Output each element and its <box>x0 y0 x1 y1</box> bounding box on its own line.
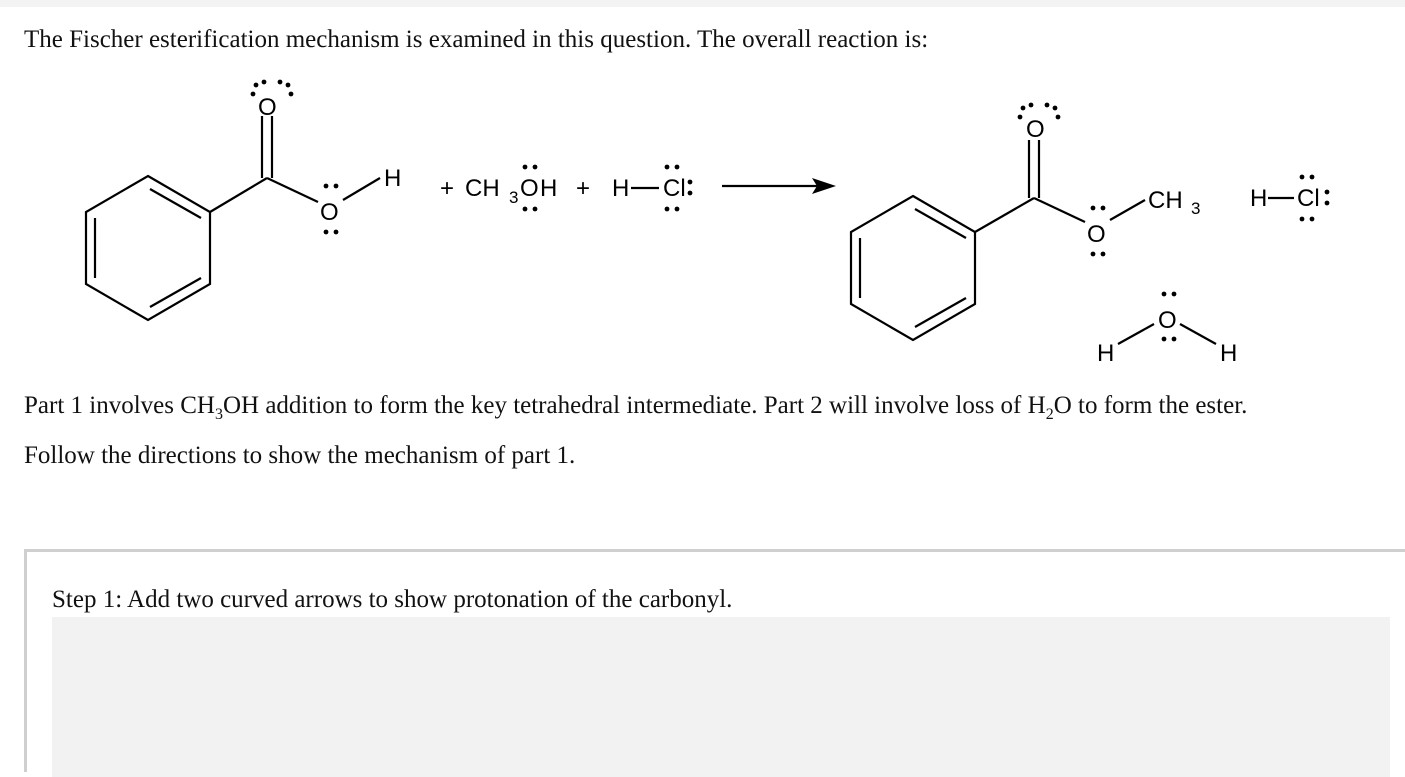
hydroxyl-hydrogen: H <box>384 165 402 192</box>
product-ester-oxygen: O <box>1087 221 1106 248</box>
reactant-benzoic-acid-labels <box>258 94 401 226</box>
water-oxygen: O <box>1158 307 1177 334</box>
product-hcl <box>1250 175 1329 222</box>
reaction-scheme <box>0 72 1405 382</box>
methanol-hydrogen: H <box>540 175 558 202</box>
plus-sign: + <box>440 175 455 202</box>
hydroxyl-oxygen: O <box>320 199 339 226</box>
methanol-ch: CH <box>465 175 500 202</box>
product-carbonyl-oxygen: O <box>1026 116 1045 143</box>
directions-text: Follow the directions to show the mechanism of part 1. <box>24 442 576 469</box>
step-1-panel <box>24 549 1405 772</box>
reagents <box>440 175 686 207</box>
part-text-1: Part 1 involves CH <box>24 392 215 419</box>
methanol-subscript: 3 <box>509 188 519 207</box>
product-hcl-hydrogen: H <box>1250 185 1268 212</box>
carbonyl-oxygen: O <box>258 94 277 121</box>
subscript-3: 3 <box>214 406 223 423</box>
product-hcl-chlorine: Cl <box>1297 185 1320 212</box>
hcl-chlorine: Cl <box>663 175 686 202</box>
water-hydrogen-right: H <box>1220 340 1238 367</box>
question-intro: The Fischer esterification mechanism is examined in this question. The overall reaction is: <box>24 26 929 53</box>
top-bar <box>0 0 1405 7</box>
part-description <box>24 390 1247 422</box>
step-1-label: Step 1: Add two curved arrows to show protonation of the carbonyl. <box>52 586 733 613</box>
subscript-2: 2 <box>1045 406 1054 423</box>
water-hydrogen-left: H <box>1097 340 1115 367</box>
plus-sign: + <box>576 175 591 202</box>
product-methyl-subscript: 3 <box>1191 199 1201 218</box>
drawing-workspace[interactable] <box>52 617 1390 777</box>
product-methyl-ch: CH <box>1148 187 1183 214</box>
part-text-3: O to form the ester. <box>1053 392 1248 419</box>
part-text-2: OH addition to form the key tetrahedral intermediate. Part 2 will involve loss of H <box>222 392 1046 419</box>
hcl-hydrogen: H <box>612 175 630 202</box>
reaction-arrow <box>722 178 836 194</box>
product-methyl-benzoate-labels <box>1026 116 1200 248</box>
product-water <box>1097 292 1237 367</box>
methanol-oxygen: O <box>520 175 539 202</box>
